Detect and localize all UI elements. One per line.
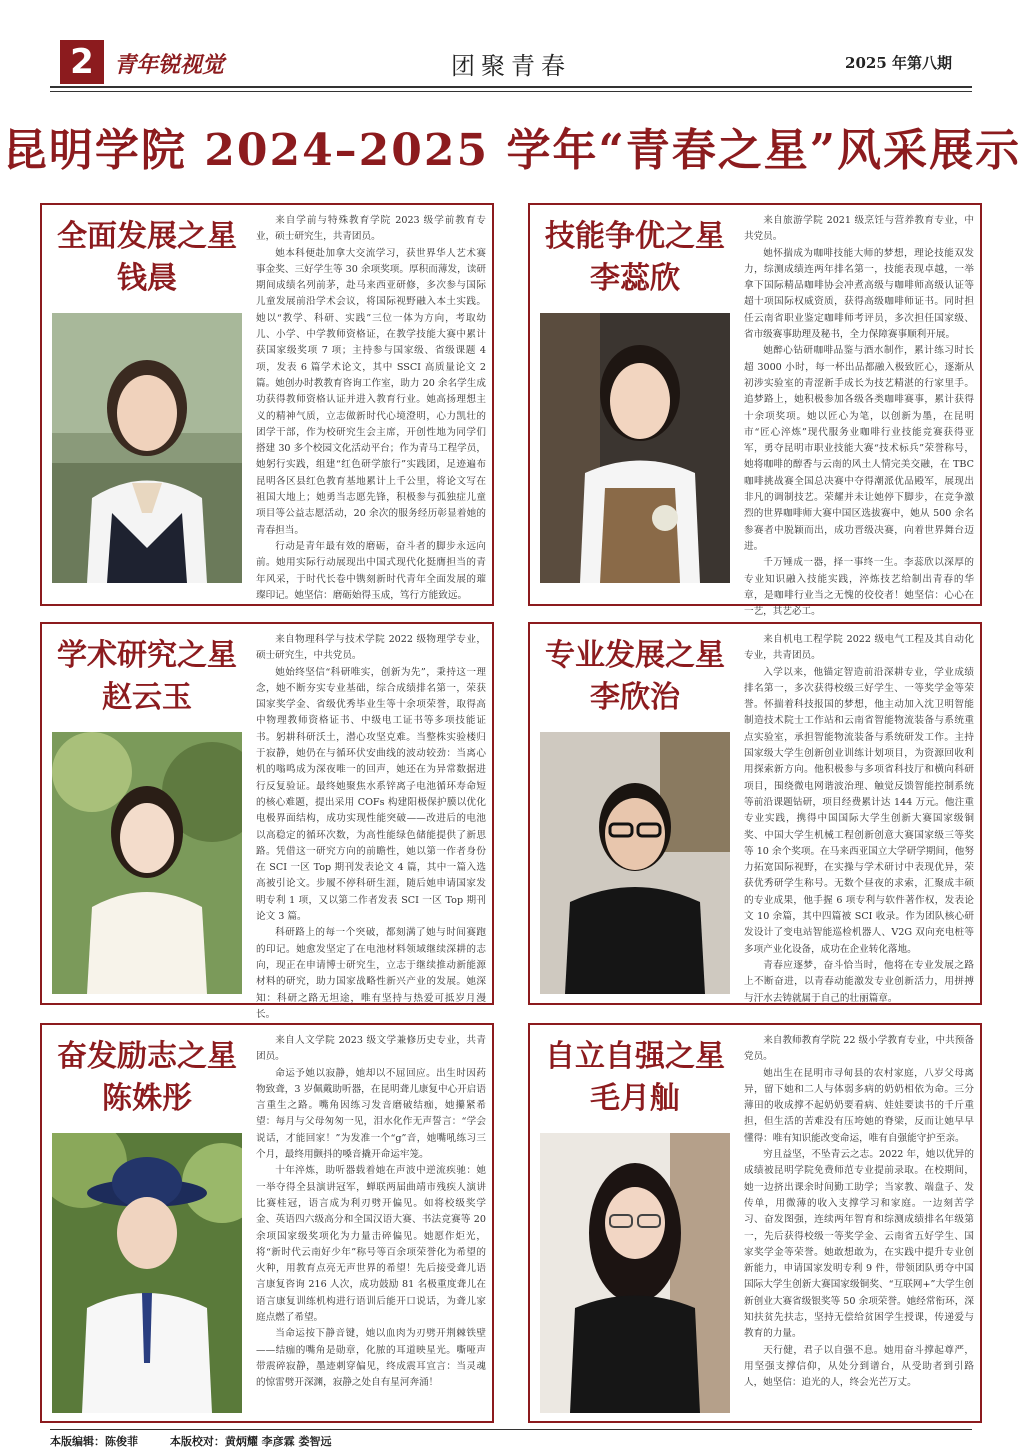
profile-paragraph: 命运予她以寂静，她却以不屈回应。出生时因药物致聋，3 岁佩戴助听器，在昆明聋儿康复中心开启语言重生之路。嘴角因练习发音磨破结痂，她攥紧希望：每月与父母匆匆一见，泪水化作无声誓言：“学会说话，才能回家！”为发准一个“g”音，她嘴吼练习三个月，最终用颤抖的嗓音撬开命运牢笼。 [256,1067,486,1161]
award-title: 全面发展之星 [57,219,237,254]
profile-text [256,1033,486,1392]
profile-paragraph: 来自旅游学院 2021 级烹饪与营养教育专业，中共党员。 [744,215,974,243]
portrait-photo [52,732,242,994]
profile-panel-4 [528,622,982,1005]
portrait-photo [52,313,242,583]
profile-paragraph: 穷且益坚，不坠青云之志。2022 年，她以优异的成绩被昆明学院免费师范专业提前录取。在校期间，她一边挤出课余时间勤工助学；当家教、端盘子、发传单，用微薄的收入支撑学习和家庭。一边刻苦学习、奋发图强，连续两年智育和综测成绩排名年级第一，先后获得校级一等奖学金、云南省五好学生、国家奖学金等荣誉。她敢想敢为，在实践中提升专业创新能力，申请国家发明专利 9 件，带领团队勇夺中国国际大学生创新大赛国家级铜奖、“互联网+”大学生创新创业大赛省级银奖等 50 余项荣誉。她经常衔环，深知扶贫先扶志，坚持无偿给贫困学生授课，传递爱与教育的力量。 [744,1149,974,1340]
profile-paragraph: 来自机电工程学院 2022 级电气工程及其自动化专业，共青团员。 [744,634,974,662]
issue-label: 2025 年第八期 [845,54,952,72]
profile-paragraph: 行动是青年最有效的磨砺，奋斗者的脚步永远向前。她用实际行动展现出中国式现代化挺膺担当的青年风采，于时代长卷中镌刻新时代青年全面发展的璀璨印记。她坚信：磨砺始得玉成，笃行方能致远。 [256,540,486,601]
person-name: 赵云玉 [102,680,192,715]
portrait-photo [540,732,730,994]
section-title: 团聚青春 [451,52,571,80]
profile-text [744,1033,974,1392]
profile-paragraph: 她出生在昆明市寻甸县的农村家庭，八岁父母离异，留下她和二人与体弱多病的奶奶相依为命。三分薄田的收成撑不起奶奶要看病、娃娃要读书的千斤重担，但生活的苦难没有压垮她的脊梁，反而让她早早懂得：唯有知识能改变命运，唯有自强能守护至亲。 [744,1067,974,1144]
award-title: 技能争优之星 [545,219,725,254]
profile-panel-3 [40,622,494,1020]
page-title: 昆明学院 2024–2025 学年“青春之星”风采展示 [2,125,1022,176]
profile-paragraph: 当命运按下静音键，她以血肉为刃劈开荆棘铁壁——结痂的嘴角是勋章，化脓的耳道映星光。嘶哑声带震碎寂静，墨迹刺穿偏见，终成震耳宣言：当灵魂的惊雷劈开深渊，寂静之处自有星河奔涌！ [256,1328,486,1389]
profile-paragraph: 青春应逐梦，奋斗恰当时，他将在专业发展之路上不断奋进，以青春动能激发专业创新活力，用拼搏与汗水去铸就属于自己的壮丽篇章。 [744,959,974,1004]
profile-paragraph: 她始终坚信“科研唯实，创新为先”，秉持这一理念，她不断夯实专业基础，综合成绩排名第一，荣获国家奖学金、省级优秀毕业生等十余项荣誉，取得高中物理教师资格证书、中级电工证书等多项技能证书。躬耕科研沃土，潜心攻坚克难。当整株实验楼归于寂静，她仍在与循环伏安曲线的波动较劲：当离心机的嗡鸣成为深夜唯一的回声，她还在为异常数据进行反复验证。最终她聚焦水系锌离子电池循环寿命短的核心难题，提出采用 COFs 构建阳极保护膜以优化电极界面结构，成功实现性能突破——改进后的电池以高稳定的循环次数，为高性能绿色储能提供了新思路。凭借这一研究方向的前瞻性，她以第一作者身份在 SCI 一区 Top 期刊发表论文 4 篇，其中一篇入选高被引论文。步履不停科研生涯，随后她申请国家发明专利 1 项，又以第二作者发表 SCI 一区 Top 期刊论文 3 篇。 [256,666,486,923]
profile-panel-5 [40,1023,494,1423]
profile-paragraph: 她怀揣成为咖啡技能大师的梦想，理论技能双发力，综测成绩连两年排名第一，技能表现卓越，一举拿下国际精品咖啡协会冲煮高级与咖啡师高级认证等超十项国际权威资质，获得高级咖啡师证书。同时担任云南省职业鉴定咖啡师考评员，多次担任国家级、省市级赛事助理及秘书，全力保障赛事顺利开展。 [744,247,974,341]
profile-text [744,632,974,1007]
award-title: 专业发展之星 [545,638,725,673]
profile-paragraph: 来自物理科学与技术学院 2022 级物理学专业，硕士研究生，中共党员。 [256,634,486,662]
portrait-photo [540,313,730,583]
profile-paragraph: 来自学前与特殊教育学院 2023 级学前教育专业，硕士研究生，共青团员。 [256,215,486,243]
profile-paragraph: 天行健，君子以自强不息。她用奋斗撑起尊严，用坚强支撑信仰，从处分到谱台，从受助者到引路人，她坚信：追光的人，终会光芒万丈。 [744,1344,974,1389]
award-title: 奋发励志之星 [57,1039,237,1074]
profile-paragraph: 十年淬炼，助听器载着她在声波中逆流疾驰：她一举夺得全县演讲冠军，蝉联两届曲靖市残疾人演讲比赛桂冠，语言成为利刃劈开偏见。如将校级奖学金、英语四六级高分和全国汉语大赛、书法竞赛等 20 余项国家级奖项化为力量击碎偏见。她愿作炬光，将“新时代云南好少年”称号等百余项荣誉化为希望的火种，用教育点亮无声世界的希望！先后接受聋儿语言康复咨询 216 人次，成功鼓励 81 名极重度聋儿在语言康复训练机构进行语训后能开口说话，为聋儿家庭点燃了希望。 [256,1165,486,1324]
editor-credit: 本版编辑：陈俊菲 [50,1435,138,1448]
profile-text [256,213,486,604]
award-title: 学术研究之星 [57,638,237,673]
profile-paragraph: 来自人文学院 2023 级文学兼修历史专业，共青团员。 [256,1035,486,1063]
page-number: 2 [60,40,104,84]
publication-logo: 青年锐视觉 [114,52,225,78]
page-header [50,40,972,88]
profile-text [256,632,486,1023]
person-name: 李欣治 [590,680,680,715]
award-title: 自立自强之星 [545,1039,725,1074]
profile-panel-6 [528,1023,982,1423]
profile-panel-2 [528,203,982,618]
portrait-photo [52,1133,242,1413]
person-name: 钱晨 [117,261,177,296]
page-footer [50,1433,360,1449]
profile-paragraph: 来自教师教育学院 22 级小学教育专业，中共预备党员。 [744,1035,974,1063]
header-rule [50,86,972,88]
profile-paragraph: 千万锤成一器，择一事终一生。李蕊欣以深厚的专业知识融入技能实践，淬炼技艺给制出青春的华章，是咖啡行业当之无愧的佼佼者！她坚信：心心在一艺，其艺必工。 [744,557,974,618]
header-rule-thin [50,91,972,92]
profile-panel-1 [40,203,494,606]
person-name: 李蕊欣 [590,261,680,296]
profile-paragraph: 她本科便赴加拿大交流学习，获世界华人艺术赛事金奖、三好学生等 30 余项奖项。厚积而薄发，读研期间成绩名列前茅，赴马来西亚研修，多次参与国际儿童发展前沿学术会议，将国际视野融入本土实践。她以“教学、科研、实践”三位一体为方向，考取幼儿、小学、中学教师资格证，在教学技能大赛中累计获国家级奖项 7 项；主持参与国家级、省级课题 4 项，发表 6 篇学术论文，其中 SSCI 高质量论文 2 篇。她创办时教教育咨询工作室，助力 20 余名学生成功获得教师资格认证并进入教育行业。她高扬理想主义的精神气质，立志做新时代心境澄明，心力凯壮的团学干部，作为校研究生会主席，开创性地为同学们搭建 30 多个校园文化活动平台；作为青马工程学员，她躬行实践，组建“红色研学旅行”实践团，足迹遍布昆明各区县红色教育基地累计上千公里，将论文写在祖国大地上；她勇当志愿先锋，积极参与孤独症儿童项目等公益志愿活动，20 余次的服务经历彰显着她的青春担当。 [256,247,486,536]
profile-paragraph: 入学以来，他锚定智造前沿深耕专业，学业成绩排名第一，多次获得校级三好学生、一等奖学金等荣誉。怀揣着科技报国的梦想，他主动加入沈卫明智能制造技术院士工作站和云南省智能物流装备与系统重点实验室，承担智能物流装备与系统研发工作。主持国家级大学生创新创业训练计划项目，为资源回收利用探索新方向。他积极参与多项省科技厅和横向科研项目，围绕微电网谐波治理、触觉反馈智能控制系统等前沿课题钻研，项目经费累计达 144 万元。他注重专业实践，携得中国国际大学生创新大赛国家级铜奖、中国大学生机械工程创新创意大赛国家级三等奖等 10 余个奖项。在马来西亚国立大学研学期间，他努力拓宽国际视野，在实操与学术研讨中表现优异，荣获优秀研学生称号。无数个昼夜的求索，汇聚成丰硕的专业成果，他手握 6 项专利与软件著作权，发表论文 10 余篇，其中四篇被 SCI 收录。作为团队核心研发设计了变电站智能巡检机器人、V2G 双向充电桩等多项产业化设备，成功在企业转化落地。 [744,666,974,955]
person-name: 毛月舢 [590,1081,680,1116]
profile-paragraph: 她醉心钻研咖啡品鉴与酒水制作，累计练习时长超 3000 小时，每一杯出品都融入极致匠心，逐渐从初涉实验室的青涩新手成长为技艺精湛的行家里手。追梦路上，她积极参加各级各类咖啡赛事，累计获得十余项奖项。她以匠心为笔，以创新为墨，在昆明市“匠心淬炼”现代服务业咖啡行业技能竞赛获得亚军，勇夺昆明市职业技能大赛“技术标兵”荣誉称号，她将咖啡的醇香与云南的风土人情完美交融，在 TBC 咖啡挑战赛全国总决赛中夺得潮派优品殿军，展现出非凡的调制技艺。荣耀并未让她停下脚步，在竞争激烈的世界咖啡师大赛中国区选拔赛中，她从 500 余名参赛者中脱颖而出，成功晋级决赛，向着世界舞台迈进。 [744,345,974,552]
person-name: 陈姝彤 [102,1081,192,1116]
profile-paragraph: 科研路上的每一个突破，都刻满了她与时间赛跑的印记。她愈发坚定了在电池材料领域继续深耕的志向，现正在申请博士研究生，立志于继续推动新能源材料的研究，助力国家战略性新兴产业的发展。她深知：科研之路无坦途，唯有坚持与热爱可抵岁月漫长。 [256,927,486,1020]
proofread-credit: 本版校对：黄炳耀 李彦霖 娄智远 [169,1435,332,1448]
footer-rule [50,1429,972,1430]
profile-text [744,213,974,620]
portrait-photo [540,1133,730,1413]
